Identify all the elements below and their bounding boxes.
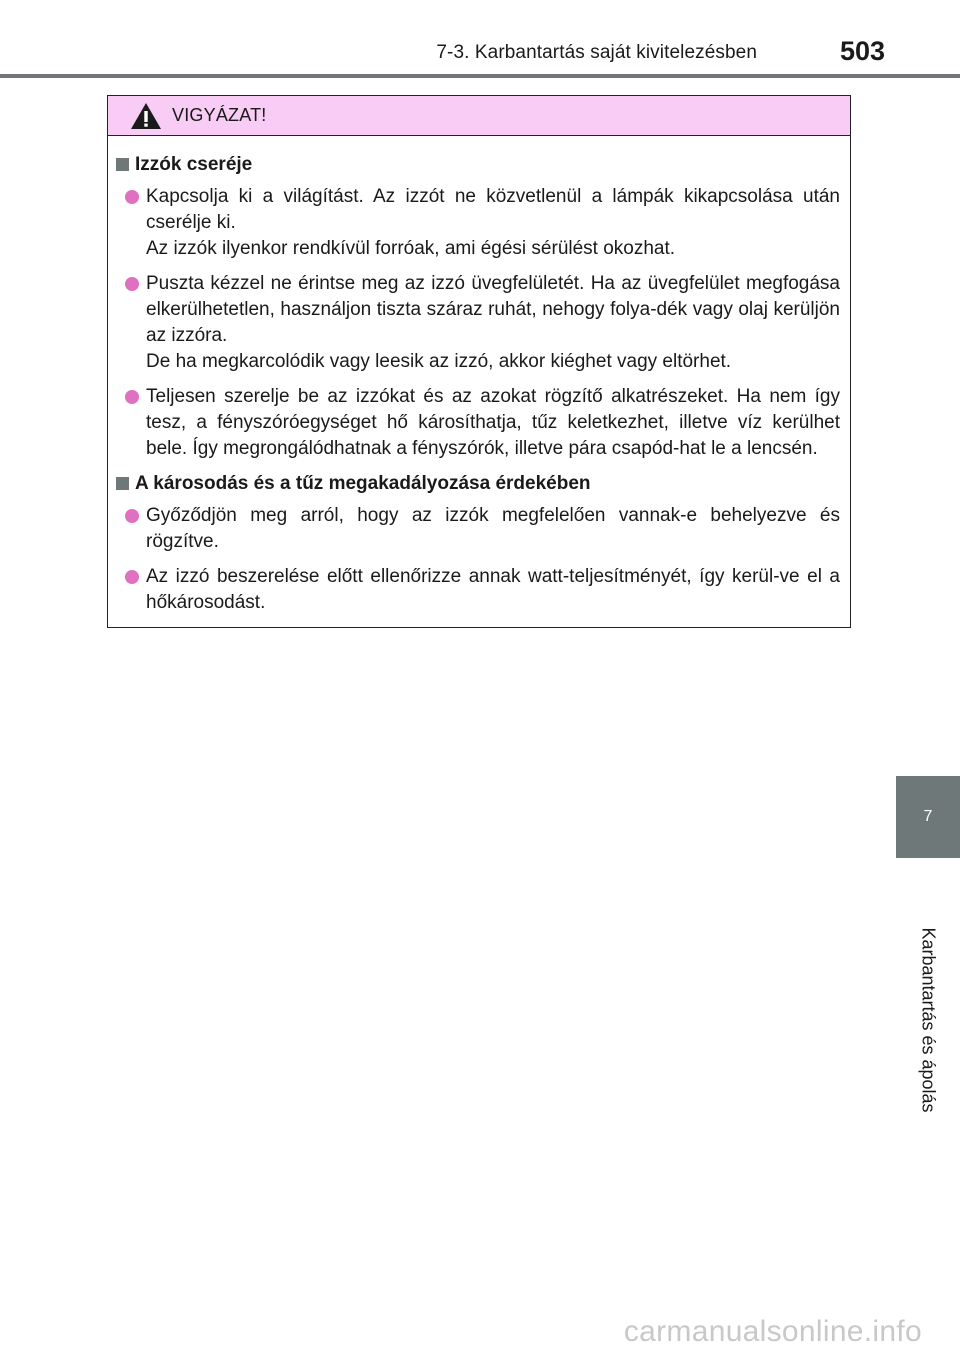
bullet-paragraph: Győződjön meg arról, hogy az izzók megfelelően vannak-e behelyezve és rögzítve. (146, 505, 840, 552)
bullet-text (146, 271, 840, 375)
circle-bullet-icon (125, 390, 139, 404)
bullet-item (116, 184, 840, 262)
warning-body (108, 136, 850, 616)
warning-label: VIGYÁZAT! (172, 105, 267, 125)
header-section-title: 7-3. Karbantartás saját kivitelezésben (436, 42, 757, 63)
bullet-text (146, 564, 840, 616)
bullet-paragraph: Kapcsolja ki a világítást. Az izzót ne közvetlenül a lámpák kikapcsolása után cserélje ki. (146, 186, 840, 233)
circle-bullet-icon (125, 277, 139, 291)
side-tab-chapter-number: 7 (896, 776, 960, 858)
bullet-paragraph: Puszta kézzel ne érintse meg az izzó üvegfelületét. Ha az üvegfelület megfogása elkerülhetetlen, használjon tiszta száraz ruhát, nehogy folya-dék vagy olaj kerüljön az izzóra. (146, 273, 840, 346)
page-number: 503 (839, 36, 885, 66)
section-title: Izzók cseréje (135, 154, 253, 175)
warning-box (107, 95, 851, 628)
bullet-item (116, 271, 840, 375)
circle-bullet-icon (125, 509, 139, 523)
section-heading (116, 152, 840, 178)
bullet-item (116, 564, 840, 616)
bullet-paragraph: Teljesen szerelje be az izzókat és az azokat rögzítő alkatrészeket. Ha nem így tesz, a fényszóróegységet hő károsíthatja, tűz keletkezhet, illetve víz kerülhet bele. Így megrongálódhatnak a fényszórók, illetve pára csapód-hat le a lencsén. (146, 386, 840, 459)
square-bullet-icon (116, 477, 129, 490)
header-rule (0, 74, 960, 78)
bullet-paragraph: De ha megkarcolódik vagy leesik az izzó, akkor kiéghet vagy eltörhet. (146, 351, 732, 372)
bullet-item (116, 503, 840, 555)
bullet-text (146, 384, 840, 462)
warning-header (108, 96, 850, 136)
circle-bullet-icon (125, 190, 139, 204)
circle-bullet-icon (125, 570, 139, 584)
bullet-paragraph: Az izzó beszerelése előtt ellenőrizze annak watt-teljesítményét, így kerül-ve el a hőkárosodást. (146, 566, 840, 613)
bullet-text (146, 503, 840, 555)
section-heading (116, 471, 840, 497)
watermark: carmanualsonline.info (623, 1315, 922, 1348)
square-bullet-icon (116, 158, 129, 171)
section-title: A károsodás és a tűz megakadályozása érdekében (135, 473, 591, 494)
warning-triangle-icon (130, 102, 162, 130)
bullet-paragraph: Az izzók ilyenkor rendkívül forróak, ami égési sérülést okozhat. (146, 238, 676, 259)
bullet-item (116, 384, 840, 462)
bullet-text (146, 184, 840, 262)
side-tab-chapter-title: Karbantartás és ápolás (918, 927, 939, 1113)
